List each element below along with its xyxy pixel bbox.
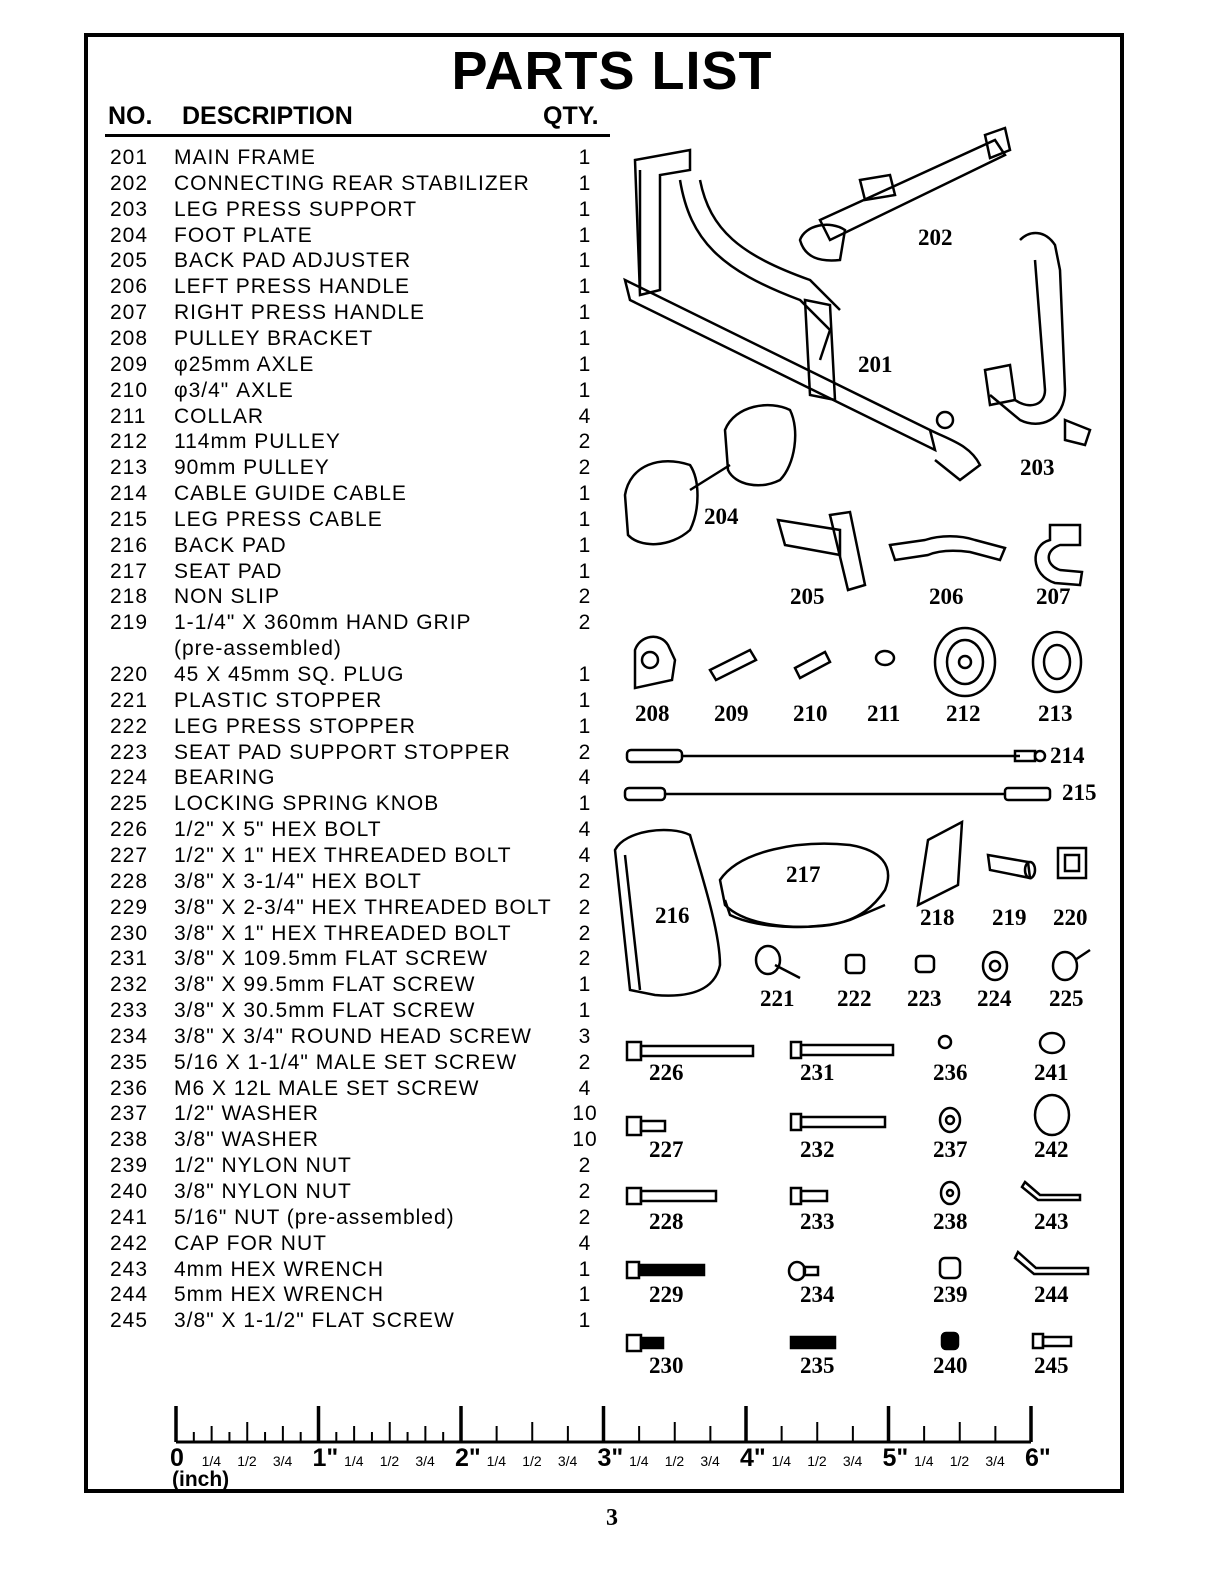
ruler-inch-label: 1" (312, 1444, 339, 1472)
part-number: 215 (110, 507, 149, 531)
part-quantity: 1 (578, 275, 592, 299)
part-quantity: 1 (578, 999, 592, 1023)
callout-201: 201 (858, 352, 893, 377)
part-description: COLLAR (174, 404, 265, 428)
ruler-fraction-label: 1/4 (344, 1453, 364, 1469)
part-number: 232 (110, 973, 149, 997)
part-description: 3/8" X 3/4" ROUND HEAD SCREW (174, 1024, 532, 1048)
callout-201: 202 (918, 225, 953, 250)
callout-211: 211 (867, 701, 901, 726)
callout-233: 233 (800, 1209, 835, 1234)
part-number: 239 (110, 1154, 149, 1178)
callout-208: 208 (635, 701, 670, 726)
collar-drawing (876, 651, 894, 665)
ruler-fraction-label: 3/4 (985, 1453, 1005, 1469)
callout-205: 205 (790, 584, 825, 609)
left-press-handle-drawing (890, 536, 1005, 560)
callout-217: 217 (786, 862, 821, 887)
callout-242: 242 (1034, 1137, 1069, 1162)
part-quantity: 2 (578, 585, 592, 609)
part-number: 238 (110, 1128, 149, 1152)
callout-222: 222 (837, 986, 872, 1011)
part-number: 217 (110, 559, 149, 583)
bearing-drawing (983, 952, 1007, 980)
ruler-fraction-label: 3/4 (700, 1453, 720, 1469)
part-description: 3/8" X 1" HEX THREADED BOLT (174, 921, 512, 945)
part-quantity: 1 (578, 507, 592, 531)
part-description: BEARING (174, 766, 276, 790)
part-number: 237 (110, 1102, 149, 1126)
part-description: 1-1/4" X 360mm HAND GRIP (174, 611, 472, 635)
callout-230: 230 (649, 1353, 684, 1378)
part-number: 227 (110, 843, 149, 867)
part-number: 243 (110, 1257, 149, 1281)
flat-screw-245-drawing (1033, 1334, 1071, 1348)
part-quantity: 1 (578, 1257, 592, 1281)
part-quantity: 1 (578, 688, 592, 712)
callout-224: 224 (977, 986, 1012, 1011)
callout-231: 231 (800, 1060, 835, 1085)
callout-228: 228 (649, 1209, 684, 1234)
part-description: 3/8" X 1-1/2" FLAT SCREW (174, 1309, 455, 1333)
washer-237-drawing (940, 1108, 960, 1132)
cable-guide-cable-drawing (627, 750, 1045, 762)
part-number: 228 (110, 869, 149, 893)
part-number: 223 (110, 740, 149, 764)
part-description: LOCKING SPRING KNOB (174, 792, 440, 816)
part-number: 208 (110, 326, 149, 350)
callout-227: 227 (649, 1137, 684, 1162)
leg-press-stopper-drawing (846, 955, 864, 973)
callout-237: 237 (933, 1137, 968, 1162)
axle-3-4-drawing (795, 652, 830, 678)
part-description: NON SLIP (174, 585, 281, 609)
cap-for-nut-242-drawing (1035, 1095, 1069, 1135)
ruler-inch-label: 0 (170, 1444, 184, 1472)
part-number: 235 (110, 1050, 149, 1074)
part-description: CONNECTING REAR STABILIZER (174, 171, 530, 195)
part-quantity: 2 (578, 895, 592, 919)
ruler-fraction-label: 1/4 (914, 1453, 934, 1469)
part-description: 1/2" X 5" HEX BOLT (174, 818, 382, 842)
plastic-stopper-drawing (756, 946, 800, 978)
callout-204: 204 (704, 504, 739, 529)
rear-stabilizer-drawing (800, 128, 1010, 260)
part-description: 45 X 45mm SQ. PLUG (174, 663, 405, 686)
part-description: 90mm PULLEY (174, 456, 330, 480)
part-quantity: 2 (578, 1050, 592, 1074)
callout-240: 240 (933, 1353, 968, 1378)
ruler-fraction-label: 1/2 (379, 1453, 400, 1469)
ruler-fraction-label: 1/2 (949, 1453, 970, 1469)
part-description: 5/16" NUT (pre-assembled) (174, 1205, 455, 1229)
back-pad-adjuster-drawing (778, 512, 865, 590)
threaded-bolt-230-drawing (627, 1335, 663, 1351)
part-description: 3/8" X 2-3/4" HEX THREADED BOLT (174, 895, 552, 919)
callout-241: 241 (1034, 1060, 1069, 1085)
callout-209: 209 (714, 701, 749, 726)
part-number: 244 (110, 1283, 149, 1307)
part-quantity: 1 (578, 559, 592, 583)
ruler-fraction-label: 1/4 (771, 1453, 792, 1469)
part-number: 240 (110, 1180, 149, 1203)
part-number: 203 (110, 197, 149, 221)
part-number: 242 (110, 1231, 149, 1255)
ruler-fraction-label: 1/4 (629, 1453, 649, 1469)
part-number: 226 (110, 818, 149, 842)
axle-25mm-drawing (710, 650, 756, 680)
part-number: 224 (110, 766, 149, 790)
hex-wrench-243-drawing (1022, 1182, 1080, 1200)
washer-238-drawing (941, 1182, 959, 1204)
part-description: FOOT PLATE (174, 223, 313, 247)
part-quantity: 2 (578, 611, 592, 635)
part-description: 5/16 X 1-1/4" MALE SET SCREW (174, 1050, 518, 1074)
hex-wrench-244-drawing (1015, 1252, 1088, 1274)
part-quantity: 1 (578, 171, 592, 195)
callout-226: 226 (649, 1060, 684, 1085)
part-quantity: 2 (578, 947, 592, 971)
part-number: 216 (110, 533, 149, 557)
part-description: BACK PAD ADJUSTER (174, 249, 412, 273)
part-number: 213 (110, 456, 149, 480)
part-description: 1/2" X 1" HEX THREADED BOLT (174, 843, 512, 867)
part-number: 245 (110, 1309, 149, 1333)
part-quantity: 2 (578, 1154, 592, 1178)
part-description: PULLEY BRACKET (174, 326, 374, 350)
callout-238: 238 (933, 1209, 968, 1234)
main-frame-drawing (625, 150, 980, 480)
part-description: 1/2" WASHER (174, 1102, 319, 1126)
locking-spring-knob-drawing (1053, 950, 1090, 980)
header-qty: QTY. (543, 102, 599, 130)
part-description: LEG PRESS CABLE (174, 507, 383, 531)
part-number: 221 (110, 688, 149, 712)
nylon-nut-239-drawing (940, 1258, 960, 1278)
part-number: 206 (110, 275, 149, 299)
part-number: 236 (110, 1076, 149, 1100)
callout-219: 219 (992, 905, 1027, 930)
part-description: LEFT PRESS HANDLE (174, 275, 411, 299)
part-number: 233 (110, 999, 149, 1023)
part-quantity: 2 (578, 430, 592, 454)
callout-210: 210 (793, 701, 828, 726)
callout-206: 206 (929, 584, 964, 609)
part-number: 229 (110, 895, 149, 919)
seat-pad-support-stopper-drawing (916, 956, 934, 972)
part-quantity: 1 (578, 533, 592, 557)
part-description: 114mm PULLEY (174, 430, 341, 454)
part-quantity: 1 (578, 1309, 592, 1333)
callout-223: 223 (907, 986, 942, 1011)
pulley-114mm-drawing (935, 628, 995, 696)
threaded-bolt-229-drawing (627, 1262, 704, 1278)
part-quantity: 1 (578, 146, 592, 169)
part-quantity: 10 (572, 1128, 598, 1152)
part-description: (pre-assembled) (174, 637, 342, 661)
flat-screw-233-drawing (791, 1188, 827, 1204)
part-number: 225 (110, 792, 149, 816)
hex-bolt-226-drawing (627, 1042, 753, 1060)
nut-241-drawing (1040, 1033, 1064, 1053)
part-number: 202 (110, 171, 149, 195)
nylon-nut-240-drawing (942, 1333, 958, 1349)
part-number: 222 (110, 714, 149, 738)
callout-212: 212 (946, 701, 981, 726)
callout-213: 213 (1038, 701, 1073, 726)
leg-press-cable-drawing (625, 788, 1050, 800)
ruler-fraction-label: 1/4 (201, 1453, 222, 1469)
callout-234: 234 (800, 1282, 835, 1307)
part-description: M6 X 12L MALE SET SCREW (174, 1076, 480, 1100)
ruler-fraction-label: 1/2 (664, 1453, 685, 1469)
part-quantity: 2 (578, 1205, 592, 1229)
part-quantity: 4 (578, 818, 592, 842)
part-quantity: 4 (578, 1076, 592, 1100)
right-press-handle-drawing (1036, 525, 1082, 585)
part-description: 3/8" X 30.5mm FLAT SCREW (174, 999, 476, 1023)
part-number: 204 (110, 223, 149, 247)
part-quantity: 1 (578, 301, 592, 325)
part-description: 3/8" X 3-1/4" HEX BOLT (174, 869, 422, 893)
part-quantity: 1 (578, 792, 592, 816)
ruler-unit-label: (inch) (172, 1468, 230, 1491)
part-description: φ3/4" AXLE (174, 378, 294, 402)
part-quantity: 2 (578, 921, 592, 945)
part-number: 220 (110, 663, 149, 686)
flat-screw-232-drawing (791, 1114, 885, 1130)
set-screw-236-drawing (939, 1036, 951, 1048)
part-number: 209 (110, 352, 149, 376)
part-quantity: 4 (578, 843, 592, 867)
ruler-fraction-label: 1/2 (807, 1453, 827, 1469)
header-description: DESCRIPTION (182, 102, 353, 130)
part-description: φ25mm AXLE (174, 352, 315, 376)
round-head-screw-234-drawing (789, 1262, 818, 1280)
part-description: CAP FOR NUT (174, 1231, 327, 1255)
part-quantity: 1 (578, 223, 592, 247)
callout-203: 203 (1020, 455, 1055, 480)
callout-216: 216 (655, 903, 690, 928)
part-quantity: 1 (578, 249, 592, 273)
callout-245: 245 (1034, 1353, 1069, 1378)
part-quantity: 2 (578, 456, 592, 480)
set-screw-235-drawing (791, 1337, 835, 1348)
pulley-bracket-drawing (635, 637, 675, 688)
part-number: 211 (110, 404, 147, 428)
ruler-fraction-label: 1/2 (522, 1453, 542, 1469)
part-number: 210 (110, 378, 149, 402)
hex-bolt-227-drawing (627, 1117, 665, 1135)
ruler-inch-label: 6" (1025, 1444, 1051, 1472)
page-number: 3 (606, 1505, 618, 1531)
non-slip-drawing (918, 822, 962, 905)
part-number: 205 (110, 249, 149, 273)
ruler-inch-label: 3" (597, 1444, 624, 1472)
part-quantity: 4 (578, 404, 592, 428)
part-quantity: 2 (578, 869, 592, 893)
part-number: 201 (110, 146, 149, 169)
part-quantity: 4 (578, 1231, 592, 1255)
ruler-inch-label: 2" (455, 1444, 481, 1472)
part-description: 3/8" X 109.5mm FLAT SCREW (174, 947, 489, 971)
ruler-inch-label: 5" (882, 1444, 909, 1472)
callout-225: 225 (1049, 986, 1084, 1011)
part-description: 3/8" NYLON NUT (174, 1180, 352, 1203)
part-quantity: 1 (578, 973, 592, 997)
callout-239: 239 (933, 1282, 968, 1307)
part-description: LEG PRESS SUPPORT (174, 197, 418, 221)
ruler-inch-label: 4" (740, 1444, 766, 1472)
part-quantity: 2 (578, 740, 592, 764)
part-description: 3/8" WASHER (174, 1128, 319, 1152)
callout-215: 215 (1062, 780, 1097, 805)
part-quantity: 3 (578, 1024, 592, 1048)
ruler-fraction-label: 3/4 (272, 1453, 293, 1469)
part-description: BACK PAD (174, 533, 287, 557)
part-quantity: 1 (578, 352, 592, 376)
part-quantity: 1 (578, 378, 592, 402)
part-description: 4mm HEX WRENCH (174, 1257, 385, 1281)
square-plug-drawing (1058, 848, 1086, 878)
flat-screw-231-drawing (791, 1042, 893, 1058)
part-quantity: 1 (578, 1283, 592, 1307)
callout-236: 236 (933, 1060, 968, 1085)
part-description: RIGHT PRESS HANDLE (174, 301, 425, 325)
part-quantity: 2 (578, 1180, 592, 1203)
ruler-fraction-label: 1/2 (237, 1453, 257, 1469)
ruler-fraction-label: 3/4 (557, 1453, 578, 1469)
ruler-fraction-label: 3/4 (842, 1453, 863, 1469)
part-quantity: 1 (578, 482, 592, 506)
part-description: 5mm HEX WRENCH (174, 1283, 385, 1307)
part-number: 231 (110, 947, 149, 971)
part-description: 1/2" NYLON NUT (174, 1154, 352, 1178)
part-number: 230 (110, 921, 149, 945)
header-no: NO. (108, 102, 153, 130)
part-number: 214 (110, 482, 149, 506)
part-description: CABLE GUIDE CABLE (174, 482, 407, 506)
part-description: PLASTIC STOPPER (174, 688, 383, 712)
callout-220: 220 (1053, 905, 1088, 930)
part-description: 3/8" X 99.5mm FLAT SCREW (174, 973, 476, 997)
part-number: 218 (110, 585, 149, 609)
part-description: SEAT PAD (174, 559, 283, 583)
hand-grip-drawing (988, 855, 1035, 878)
part-quantity: 1 (578, 326, 592, 350)
hex-bolt-228-drawing (627, 1188, 716, 1204)
part-description: SEAT PAD SUPPORT STOPPER (174, 740, 511, 764)
callout-243: 243 (1034, 1209, 1069, 1234)
leg-press-support-drawing (985, 233, 1090, 445)
part-quantity: 1 (578, 663, 592, 686)
callout-235: 235 (800, 1353, 835, 1378)
pulley-90mm-drawing (1033, 632, 1081, 692)
inch-ruler (170, 1406, 1051, 1491)
ruler-fraction-label: 3/4 (415, 1453, 435, 1469)
callout-244: 244 (1034, 1282, 1069, 1307)
part-number: 234 (110, 1024, 149, 1048)
callout-207: 207 (1036, 584, 1071, 609)
callout-229: 229 (649, 1282, 684, 1307)
callout-221: 221 (760, 986, 795, 1011)
part-number: 219 (110, 611, 149, 635)
part-number: 241 (110, 1205, 149, 1229)
part-quantity: 1 (578, 714, 592, 738)
part-number: 207 (110, 301, 149, 325)
part-quantity: 10 (572, 1102, 598, 1126)
part-description: LEG PRESS STOPPER (174, 714, 416, 738)
ruler-fraction-label: 1/4 (486, 1453, 507, 1469)
callout-218: 218 (920, 905, 955, 930)
part-number: 212 (110, 430, 149, 454)
part-quantity: 4 (578, 766, 592, 790)
callout-232: 232 (800, 1137, 835, 1162)
page-title: PARTS LIST (451, 41, 773, 101)
callout-214: 214 (1050, 743, 1085, 768)
part-description: MAIN FRAME (174, 146, 316, 169)
part-quantity: 1 (578, 197, 592, 221)
